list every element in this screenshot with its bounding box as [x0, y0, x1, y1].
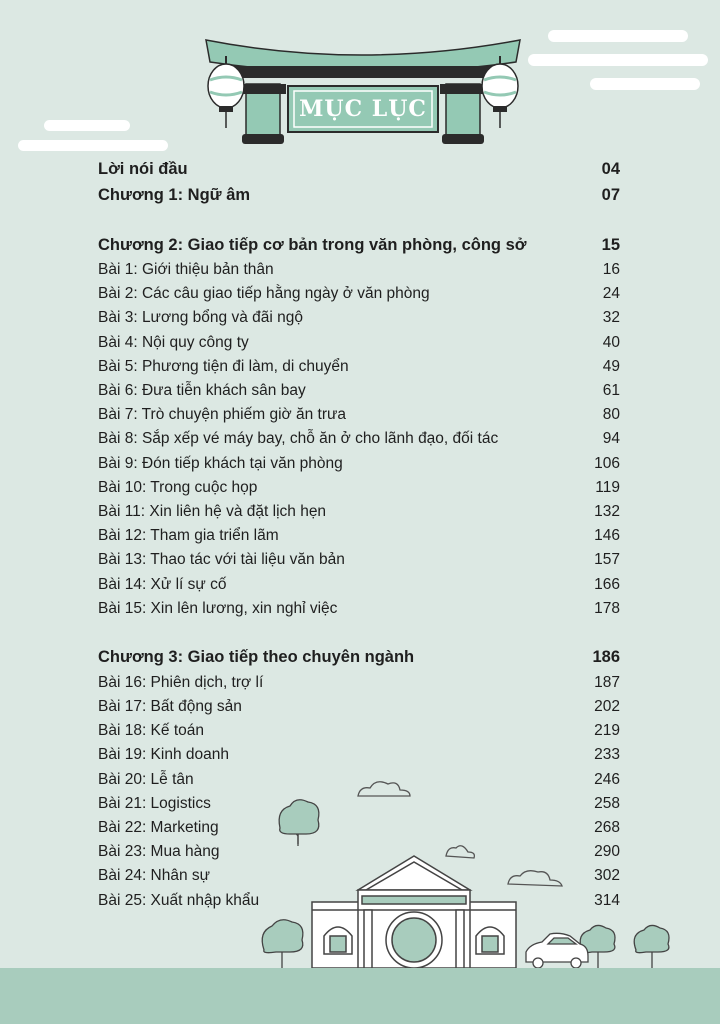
entry-label: Bài 18: Kế toán — [98, 722, 204, 740]
entry-label: Bài 25: Xuất nhập khẩu — [98, 891, 260, 909]
entry-page: 49 — [602, 357, 620, 375]
toc-lesson[interactable] — [98, 452, 620, 476]
entry-label: Bài 16: Phiên dịch, trợ lí — [98, 673, 264, 691]
entry-page: 07 — [601, 185, 620, 204]
cloud-icon — [18, 120, 168, 151]
toc-lesson[interactable] — [98, 597, 620, 621]
entry-label: Bài 1: Giới thiệu bản thân — [98, 261, 274, 279]
entry-label: Bài 15: Xin lên lương, xin nghỉ việc — [98, 599, 338, 617]
page-title: MỤC LỤC — [299, 96, 427, 122]
entry-label: Bài 13: Thao tác với tài liệu văn bản — [98, 551, 345, 569]
toc-lesson[interactable] — [98, 864, 620, 888]
entry-page: 15 — [601, 235, 620, 254]
entry-page: 219 — [594, 722, 620, 740]
toc-lesson[interactable] — [98, 306, 620, 330]
entry-page: 04 — [601, 159, 620, 178]
toc-lesson[interactable] — [98, 548, 620, 572]
toc-lesson[interactable] — [98, 768, 620, 792]
entry-label: Chương 2: Giao tiếp cơ bản trong văn phòng, công sở — [98, 235, 527, 254]
entry-page: 157 — [594, 551, 620, 569]
toc-lesson[interactable] — [98, 719, 620, 743]
entry-page: 246 — [594, 770, 620, 788]
entry-page: 166 — [594, 575, 620, 593]
entry-page: 106 — [594, 454, 620, 472]
toc-entry-preface[interactable] — [98, 156, 620, 182]
entry-page: 290 — [594, 843, 620, 861]
entry-label: Bài 9: Đón tiếp khách tại văn phòng — [98, 454, 343, 472]
entry-page: 314 — [594, 891, 620, 909]
toc-lesson[interactable] — [98, 524, 620, 548]
toc-lesson[interactable] — [98, 427, 620, 451]
entry-label: Chương 1: Ngữ âm — [98, 185, 251, 204]
entry-label: Bài 14: Xử lí sự cố — [98, 575, 227, 593]
entry-label: Bài 20: Lễ tân — [98, 770, 194, 788]
entry-page: 178 — [594, 599, 620, 617]
toc-lesson[interactable] — [98, 816, 620, 840]
entry-page: 302 — [594, 867, 620, 885]
entry-page: 40 — [602, 333, 620, 351]
entry-page: 80 — [602, 406, 620, 424]
tree-icon — [634, 925, 669, 968]
entry-page: 233 — [594, 746, 620, 764]
entry-label: Chương 3: Giao tiếp theo chuyên ngành — [98, 648, 415, 667]
toc-lesson[interactable] — [98, 500, 620, 524]
toc-lesson[interactable] — [98, 282, 620, 306]
cloud-icon — [528, 30, 708, 90]
entry-label: Bài 3: Lương bổng và đãi ngộ — [98, 309, 303, 327]
car-icon — [526, 933, 588, 968]
entry-label: Bài 24: Nhân sự — [98, 867, 211, 885]
entry-label: Bài 11: Xin liên hệ và đặt lịch hẹn — [98, 502, 327, 520]
toc-entry-chapter-3[interactable] — [98, 645, 620, 671]
toc-lesson[interactable] — [98, 572, 620, 596]
entry-label: Bài 22: Marketing — [98, 819, 219, 837]
toc-lesson[interactable] — [98, 695, 620, 719]
entry-page: 268 — [594, 819, 620, 837]
entry-page: 132 — [594, 502, 620, 520]
entry-label: Bài 23: Mua hàng — [98, 843, 220, 861]
toc-entry-chapter-1[interactable] — [98, 182, 620, 208]
entry-page: 186 — [592, 648, 620, 667]
entry-label: Bài 5: Phương tiện đi làm, di chuyển — [98, 357, 349, 375]
toc-lesson[interactable] — [98, 792, 620, 816]
toc-lesson[interactable] — [98, 258, 620, 282]
toc-lesson[interactable] — [98, 355, 620, 379]
toc-lesson[interactable] — [98, 840, 620, 864]
entry-label: Bài 7: Trò chuyện phiếm giờ ăn trưa — [98, 406, 346, 424]
entry-page: 61 — [602, 382, 620, 400]
toc-lesson[interactable] — [98, 331, 620, 355]
entry-label: Bài 6: Đưa tiễn khách sân bay — [98, 382, 306, 400]
toc-lesson[interactable] — [98, 476, 620, 500]
entry-page: 187 — [594, 673, 620, 691]
entry-page: 24 — [602, 285, 620, 303]
entry-label: Bài 21: Logistics — [98, 794, 211, 812]
entry-page: 94 — [602, 430, 620, 448]
entry-page: 32 — [602, 309, 620, 327]
toc-lesson[interactable] — [98, 403, 620, 427]
entry-label: Lời nói đầu — [98, 159, 188, 178]
entry-label: Bài 2: Các câu giao tiếp hằng ngày ở văn phòng — [98, 285, 430, 303]
toc-lesson[interactable] — [98, 889, 620, 913]
entry-page: 119 — [595, 478, 620, 496]
table-of-contents — [98, 156, 620, 913]
entry-label: Bài 12: Tham gia triển lãm — [98, 527, 279, 545]
entry-page: 16 — [602, 261, 620, 279]
entry-page: 202 — [594, 698, 620, 716]
tree-icon — [262, 920, 303, 968]
toc-lesson[interactable] — [98, 743, 620, 767]
ground-strip — [0, 968, 720, 1024]
entry-page: 146 — [594, 527, 620, 545]
entry-page: 258 — [594, 794, 620, 812]
entry-label: Bài 8: Sắp xếp vé máy bay, chỗ ăn ở cho lãnh đạo, đối tác — [98, 430, 499, 448]
entry-label: Bài 4: Nội quy công ty — [98, 333, 249, 351]
entry-label: Bài 19: Kinh doanh — [98, 746, 229, 764]
toc-entry-chapter-2[interactable] — [98, 232, 620, 258]
toc-lesson[interactable] — [98, 379, 620, 403]
entry-label: Bài 17: Bất động sản — [98, 698, 242, 716]
entry-label: Bài 10: Trong cuộc họp — [98, 478, 258, 496]
toc-lesson[interactable] — [98, 671, 620, 695]
